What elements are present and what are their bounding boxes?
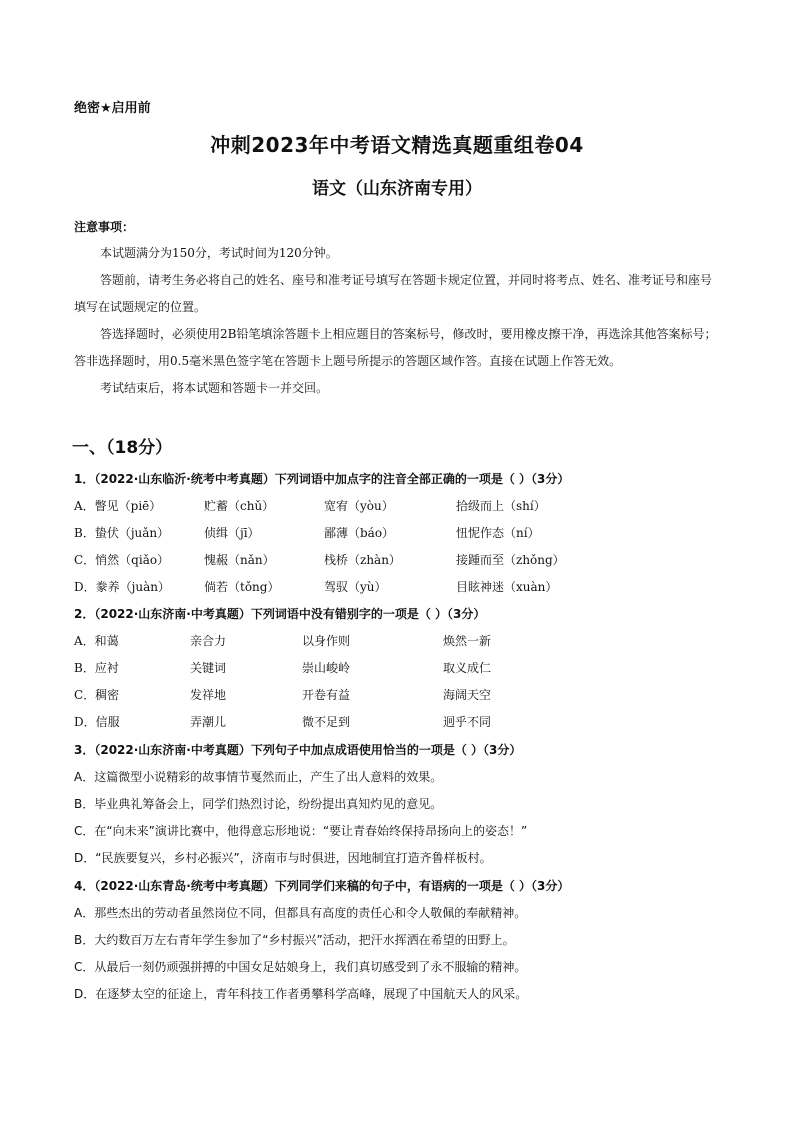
notice-heading: 注意事项： xyxy=(74,220,135,234)
option-word: 驾驭（yù） xyxy=(324,580,387,594)
question-stem xyxy=(74,737,521,764)
option-word: B．应衬 xyxy=(74,661,119,675)
option-word: 发祥地 xyxy=(190,688,227,702)
confidential-label: 绝密★启用前 xyxy=(74,101,151,116)
question-stem xyxy=(74,601,485,628)
option-sentence: D．“民族要复兴，乡村必振兴”，济南市与时俱进，因地制宜打造齐鲁样板村。 xyxy=(74,851,492,865)
option-sentence: C．在“向未来”演讲比赛中，他得意忘形地说：“要让青春始终保持昂扬向上的姿态！” xyxy=(74,824,528,838)
option-word: B．蛰伏（juǎn） xyxy=(74,526,170,540)
notice-item: 答题前，请考生务必将自己的姓名、座号和准考证号填写在答题卡规定位置，并同时将考点、姓名、准考证号和座号填写在试题规定的位置。 xyxy=(74,273,713,314)
option-word: 关键词 xyxy=(190,661,227,675)
option-word: 栈桥（zhàn） xyxy=(324,553,401,567)
option-sentence: A．这篇微型小说精彩的故事情节戛然而止，产生了出人意料的效果。 xyxy=(74,770,443,784)
option-sentence: D．在逐梦太空的征途上，青年科技工作者勇攀科学高峰，展现了中国航天人的风采。 xyxy=(74,987,528,1001)
question-2-stem: 2．（2022·山东济南·中考真题）下列词语中没有错别字的一项是（ ）（3分） xyxy=(74,607,486,621)
notice-item: 本试题满分为150分，考试时间为120分钟。 xyxy=(100,246,338,260)
page-subtitle: 语文（山东济南专用） xyxy=(312,179,482,199)
option-sentence: B．毕业典礼筹备会上，同学们热烈讨论，纷纷提出真知灼见的意见。 xyxy=(74,797,443,811)
notice-item: 答选择题时，必须使用2B铅笔填涂答题卡上相应题目的答案标号，修改时，要用橡皮擦干净，再选涂其他答案标号；答非选择题时，用0.5毫米黑色签字笔在答题卡上题号所提示的答题区域作答。直接在试题上作答无效。 xyxy=(74,327,717,368)
option-word: 侦缉（jī） xyxy=(204,526,260,540)
option-word: 忸怩作态（ní） xyxy=(456,526,540,540)
question-4-stem: 4．（2022·山东青岛·统考中考真题）下列同学们来稿的句子中，有语病的一项是（ ）（3分） xyxy=(74,879,570,893)
option-word: 愧赧（nǎn） xyxy=(204,553,275,567)
option-word: 以身作则 xyxy=(302,634,351,648)
page-title: 冲刺2023年中考语文精选真题重组卷04 xyxy=(210,133,584,157)
option-word: A．瞥见（piē） xyxy=(74,499,162,513)
option-word: 宽宥（yòu） xyxy=(324,499,394,513)
option-word: A．和蔼 xyxy=(74,634,119,648)
option-word: 倘若（tǒng） xyxy=(204,580,280,594)
option-word: 迥乎不同 xyxy=(443,715,492,729)
option-word: 亲合力 xyxy=(190,634,227,648)
question-stem xyxy=(74,466,569,493)
option-word: 开卷有益 xyxy=(302,688,351,702)
option-word: 崇山峻岭 xyxy=(302,661,351,675)
notice-list xyxy=(74,240,722,402)
section-heading: 一、（18分） xyxy=(72,438,173,458)
option-word: 接踵而至（zhǒng） xyxy=(456,553,565,567)
option-sentence: B．大约数百万左右青年学生参加了“乡村振兴”活动，把汗水挥洒在希望的田野上。 xyxy=(74,933,515,947)
option-word: C．悄然（qiǎo） xyxy=(74,553,170,567)
option-word: 焕然一新 xyxy=(443,634,492,648)
option-sentence: C．从最后一刻仍顽强拼搏的中国女足姑娘身上，我们真切感受到了永不服输的精神。 xyxy=(74,960,527,974)
option-word: 目眩神迷（xuàn） xyxy=(456,580,558,594)
option-word: D．豢养（juàn） xyxy=(74,580,170,594)
option-word: 拾级而上（shí） xyxy=(456,499,546,513)
option-word: 取义成仁 xyxy=(443,661,492,675)
option-word: 鄙薄（báo） xyxy=(324,526,395,540)
option-word: 贮蓄（chǔ） xyxy=(204,499,275,513)
option-word: C．稠密 xyxy=(74,688,120,702)
question-1-stem: 1．（2022·山东临沂·统考中考真题）下列词语中加点字的注音全部正确的一项是（ ）（3分） xyxy=(74,472,570,486)
question-3-stem: 3．（2022·山东济南·中考真题）下列句子中加点成语使用恰当的一项是（ ）（3分） xyxy=(74,743,522,757)
option-word: 海阔天空 xyxy=(443,688,492,702)
option-sentence: A．那些杰出的劳动者虽然岗位不同，但都具有高度的责任心和令人敬佩的奉献精神。 xyxy=(74,906,527,920)
question-stem xyxy=(74,873,569,900)
option-word: D．信服 xyxy=(74,715,120,729)
notice-item: 考试结束后，将本试题和答题卡一并交回。 xyxy=(100,381,329,395)
option-word: 微不足到 xyxy=(302,715,351,729)
option-word: 弄潮儿 xyxy=(190,715,227,729)
